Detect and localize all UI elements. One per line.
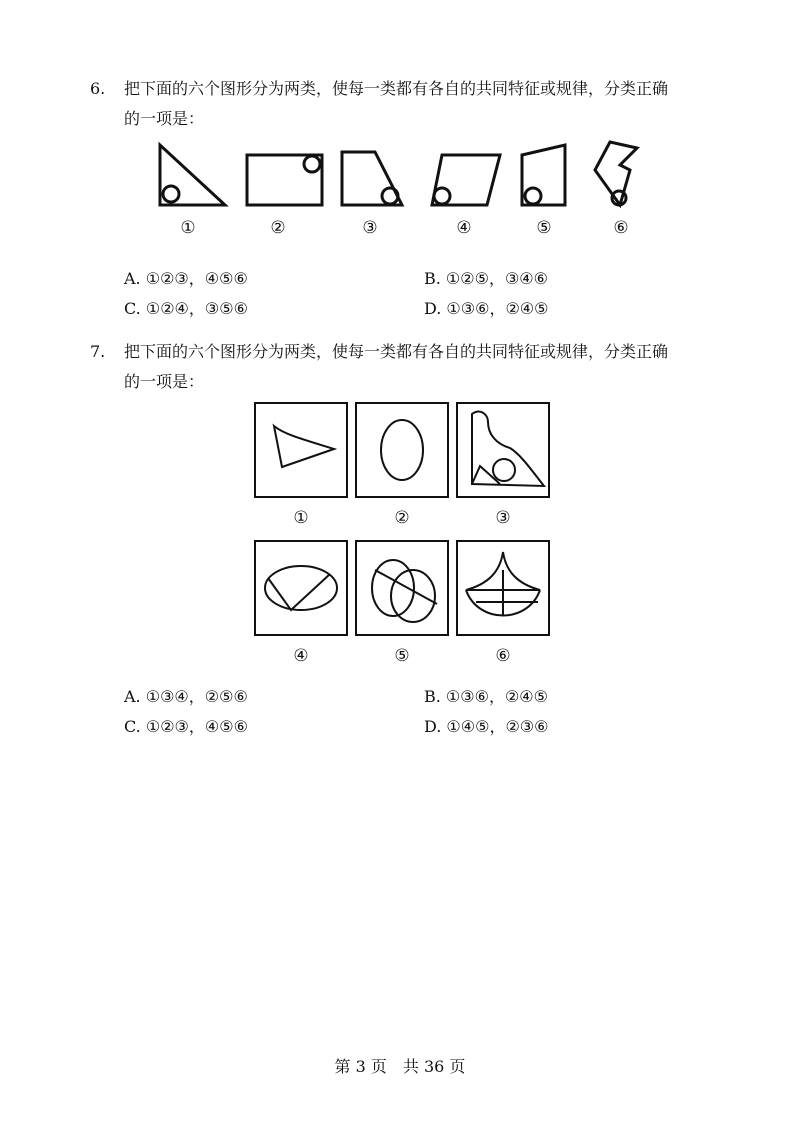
q7-option-d[interactable]: D. ①④⑤，②③⑥ <box>424 717 549 736</box>
q7-label-5: ⑤ <box>394 646 410 666</box>
q7-stem-line1 <box>90 341 668 363</box>
q7-number: 7. <box>90 342 106 361</box>
q7-figure-1 <box>254 402 348 498</box>
q6-figure-5 <box>522 145 565 205</box>
page-footer: 第 3 页 共 36 页 <box>334 1057 466 1076</box>
q7-label-2: ② <box>394 508 410 528</box>
q7-label-3: ③ <box>495 508 511 528</box>
q6-figures <box>150 140 640 215</box>
q6-option-b[interactable]: B. ①②⑤，③④⑥ <box>424 269 548 288</box>
q6-stem-line2: 的一项是： <box>124 109 205 128</box>
q6-figure-6 <box>595 142 637 205</box>
q6-figure-4 <box>432 155 500 205</box>
q7-figure-2 <box>355 402 449 498</box>
q6-label-5: ⑤ <box>536 218 552 238</box>
q6-label-3: ③ <box>362 218 378 238</box>
q6-label-2: ② <box>270 218 286 238</box>
q7-label-6: ⑥ <box>495 646 511 666</box>
q7-figure-6 <box>456 540 550 636</box>
q7-label-4: ④ <box>293 646 309 666</box>
q7-figure-5 <box>355 540 449 636</box>
q6-option-d[interactable]: D. ①③⑥，②④⑤ <box>424 299 549 318</box>
q6-label-6: ⑥ <box>613 218 629 238</box>
q7-label-1: ① <box>293 508 309 528</box>
q6-stem-line1 <box>90 78 668 100</box>
q6-figure-3 <box>342 152 402 205</box>
q6-figure-1 <box>160 145 225 205</box>
q6-figure-2 <box>247 155 322 205</box>
q6-label-4: ④ <box>456 218 472 238</box>
q6-stem-text: 把下面的六个图形分为两类，使每一类都有各自的共同特征或规律，分类正确 <box>124 79 669 98</box>
q7-figure-3 <box>456 402 550 498</box>
q7-stem-text: 把下面的六个图形分为两类，使每一类都有各自的共同特征或规律，分类正确 <box>124 342 669 361</box>
q7-option-c[interactable]: C. ①②③，④⑤⑥ <box>124 717 248 736</box>
q6-option-a[interactable]: A. ①②③，④⑤⑥ <box>124 269 248 288</box>
q7-option-b[interactable]: B. ①③⑥，②④⑤ <box>424 687 548 706</box>
q7-figure-4 <box>254 540 348 636</box>
q6-label-1: ① <box>180 218 196 238</box>
q6-option-c[interactable]: C. ①②④，③⑤⑥ <box>124 299 248 318</box>
q7-stem-line2: 的一项是： <box>124 372 205 391</box>
q7-option-a[interactable]: A. ①③④，②⑤⑥ <box>124 687 248 706</box>
q6-number: 6. <box>90 79 106 98</box>
